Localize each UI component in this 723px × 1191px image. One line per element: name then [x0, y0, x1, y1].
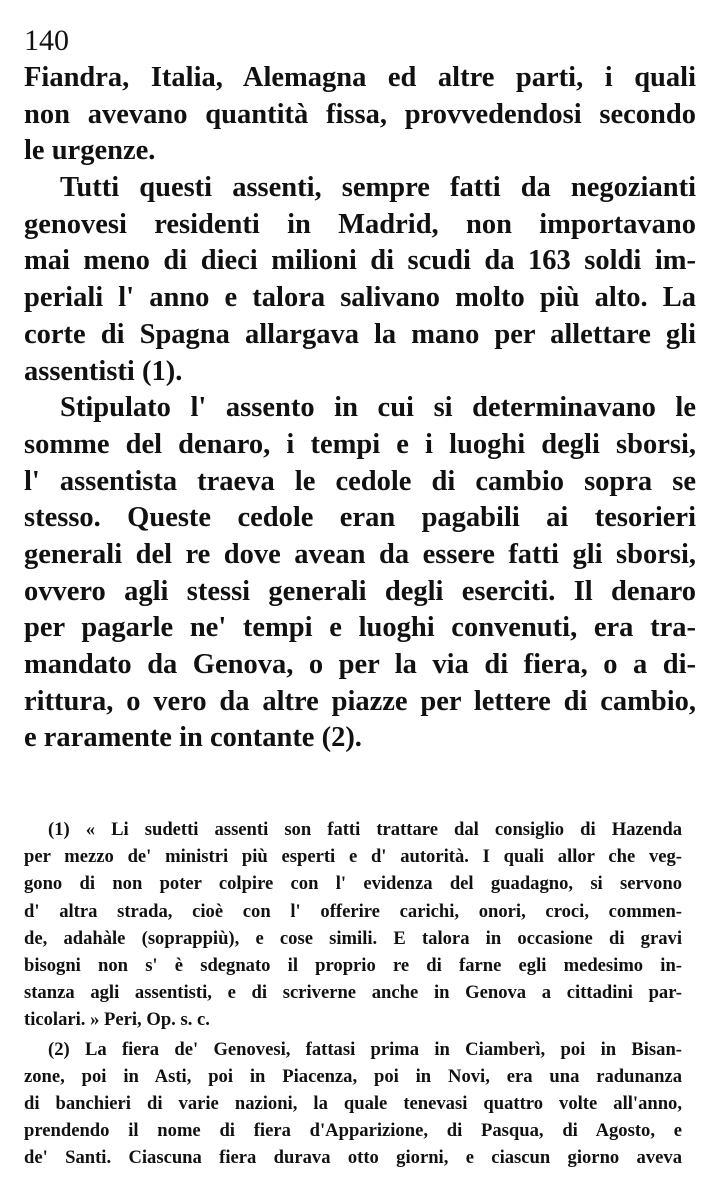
footnote-line: stanza agli assentisti, e di scriverne anche in Genova a cittadini par- [24, 982, 682, 1004]
text-line: corte di Spagna allargava la mano per allettare gli [24, 318, 696, 350]
footnote-line: di banchieri di varie nazioni, la quale tenevasi quattro volte all'anno, [24, 1092, 682, 1114]
text-line: assentisti (1). [24, 355, 183, 387]
text-line: mandato da Genova, o per la via di fiera, o a di- [24, 649, 696, 680]
text-line: le urgenze. [24, 135, 156, 167]
footnote-line: zone, poi in Asti, poi in Piacenza, poi in Novi, era una radunanza [24, 1065, 682, 1087]
footnote-1 [24, 816, 682, 1034]
text-line: Stipulato l' assento in cui si determinavano le [60, 392, 696, 424]
page-body [24, 26, 696, 757]
footnote-line: ticolari. » Peri, Op. s. c. [24, 1009, 210, 1031]
text-line: genovesi residenti in Madrid, non importavano [24, 208, 696, 240]
footnote-line: (2) La fiera de' Genovesi, fattasi prima in Ciamberì, poi in Bisan- [48, 1038, 682, 1060]
text-line: e raramente in contante (2). [24, 722, 362, 754]
footnote-line: bisogni non s' è sdegnato il proprio re di farne egli medesimo in- [24, 954, 682, 976]
text-line: somme del denaro, i tempi e i luoghi degli sborsi, [24, 428, 696, 460]
text-line: non avevano quantità fissa, provvedendosi secondo [24, 98, 696, 130]
footnote-2 [24, 1036, 682, 1172]
text-line: l' assentista traeva le cedole di cambio sopra se [24, 465, 696, 497]
text-line: rittura, o vero da altre piazze per lettere di cambio, [24, 685, 696, 717]
text-line: Tutti questi assenti, sempre fatti da negozianti [60, 172, 696, 204]
footnotes [24, 816, 682, 1171]
text-line: generali del re dove avean da essere fatti gli sborsi, [24, 538, 696, 570]
text-line: per pagarle ne' tempi e luoghi convenuti, era tra- [24, 612, 696, 644]
footnote-line: prendendo il nome di fiera d'Apparizione, di Pasqua, di Agosto, e [24, 1120, 682, 1142]
text-line: stesso. Queste cedole eran pagabili ai tesorieri [24, 502, 696, 534]
footnote-line: de, adahàle (soprappiù), e cose simili. E talora in occasione di gravi [24, 927, 682, 949]
text-line: ovvero agli stessi generali degli eserciti. Il denaro [24, 575, 696, 607]
page-number: 140 [24, 24, 69, 57]
main-text [24, 60, 696, 757]
footnote-line: de' Santi. Ciascuna fiera durava otto giorni, e ciascun giorno aveva [24, 1147, 682, 1169]
footnote-line: per mezzo de' ministri più esperti e d' autorità. I quali allor che veg- [24, 846, 682, 868]
text-line: mai meno di dieci milioni di scudi da 163 soldi im- [24, 245, 696, 277]
footnote-line: gono di non poter colpire con l' evidenza del guadagno, si servono [24, 873, 682, 895]
text-line: periali l' anno e talora salivano molto più alto. La [24, 282, 696, 314]
text-line: Fiandra, Italia, Alemagna ed altre parti, i quali [24, 62, 696, 93]
footnote-line: (1) « Li sudetti assenti son fatti trattare dal consiglio di Hazenda [48, 819, 682, 840]
footnote-line: d' altra strada, cioè con l' offerire carichi, onori, croci, commen- [24, 900, 682, 922]
